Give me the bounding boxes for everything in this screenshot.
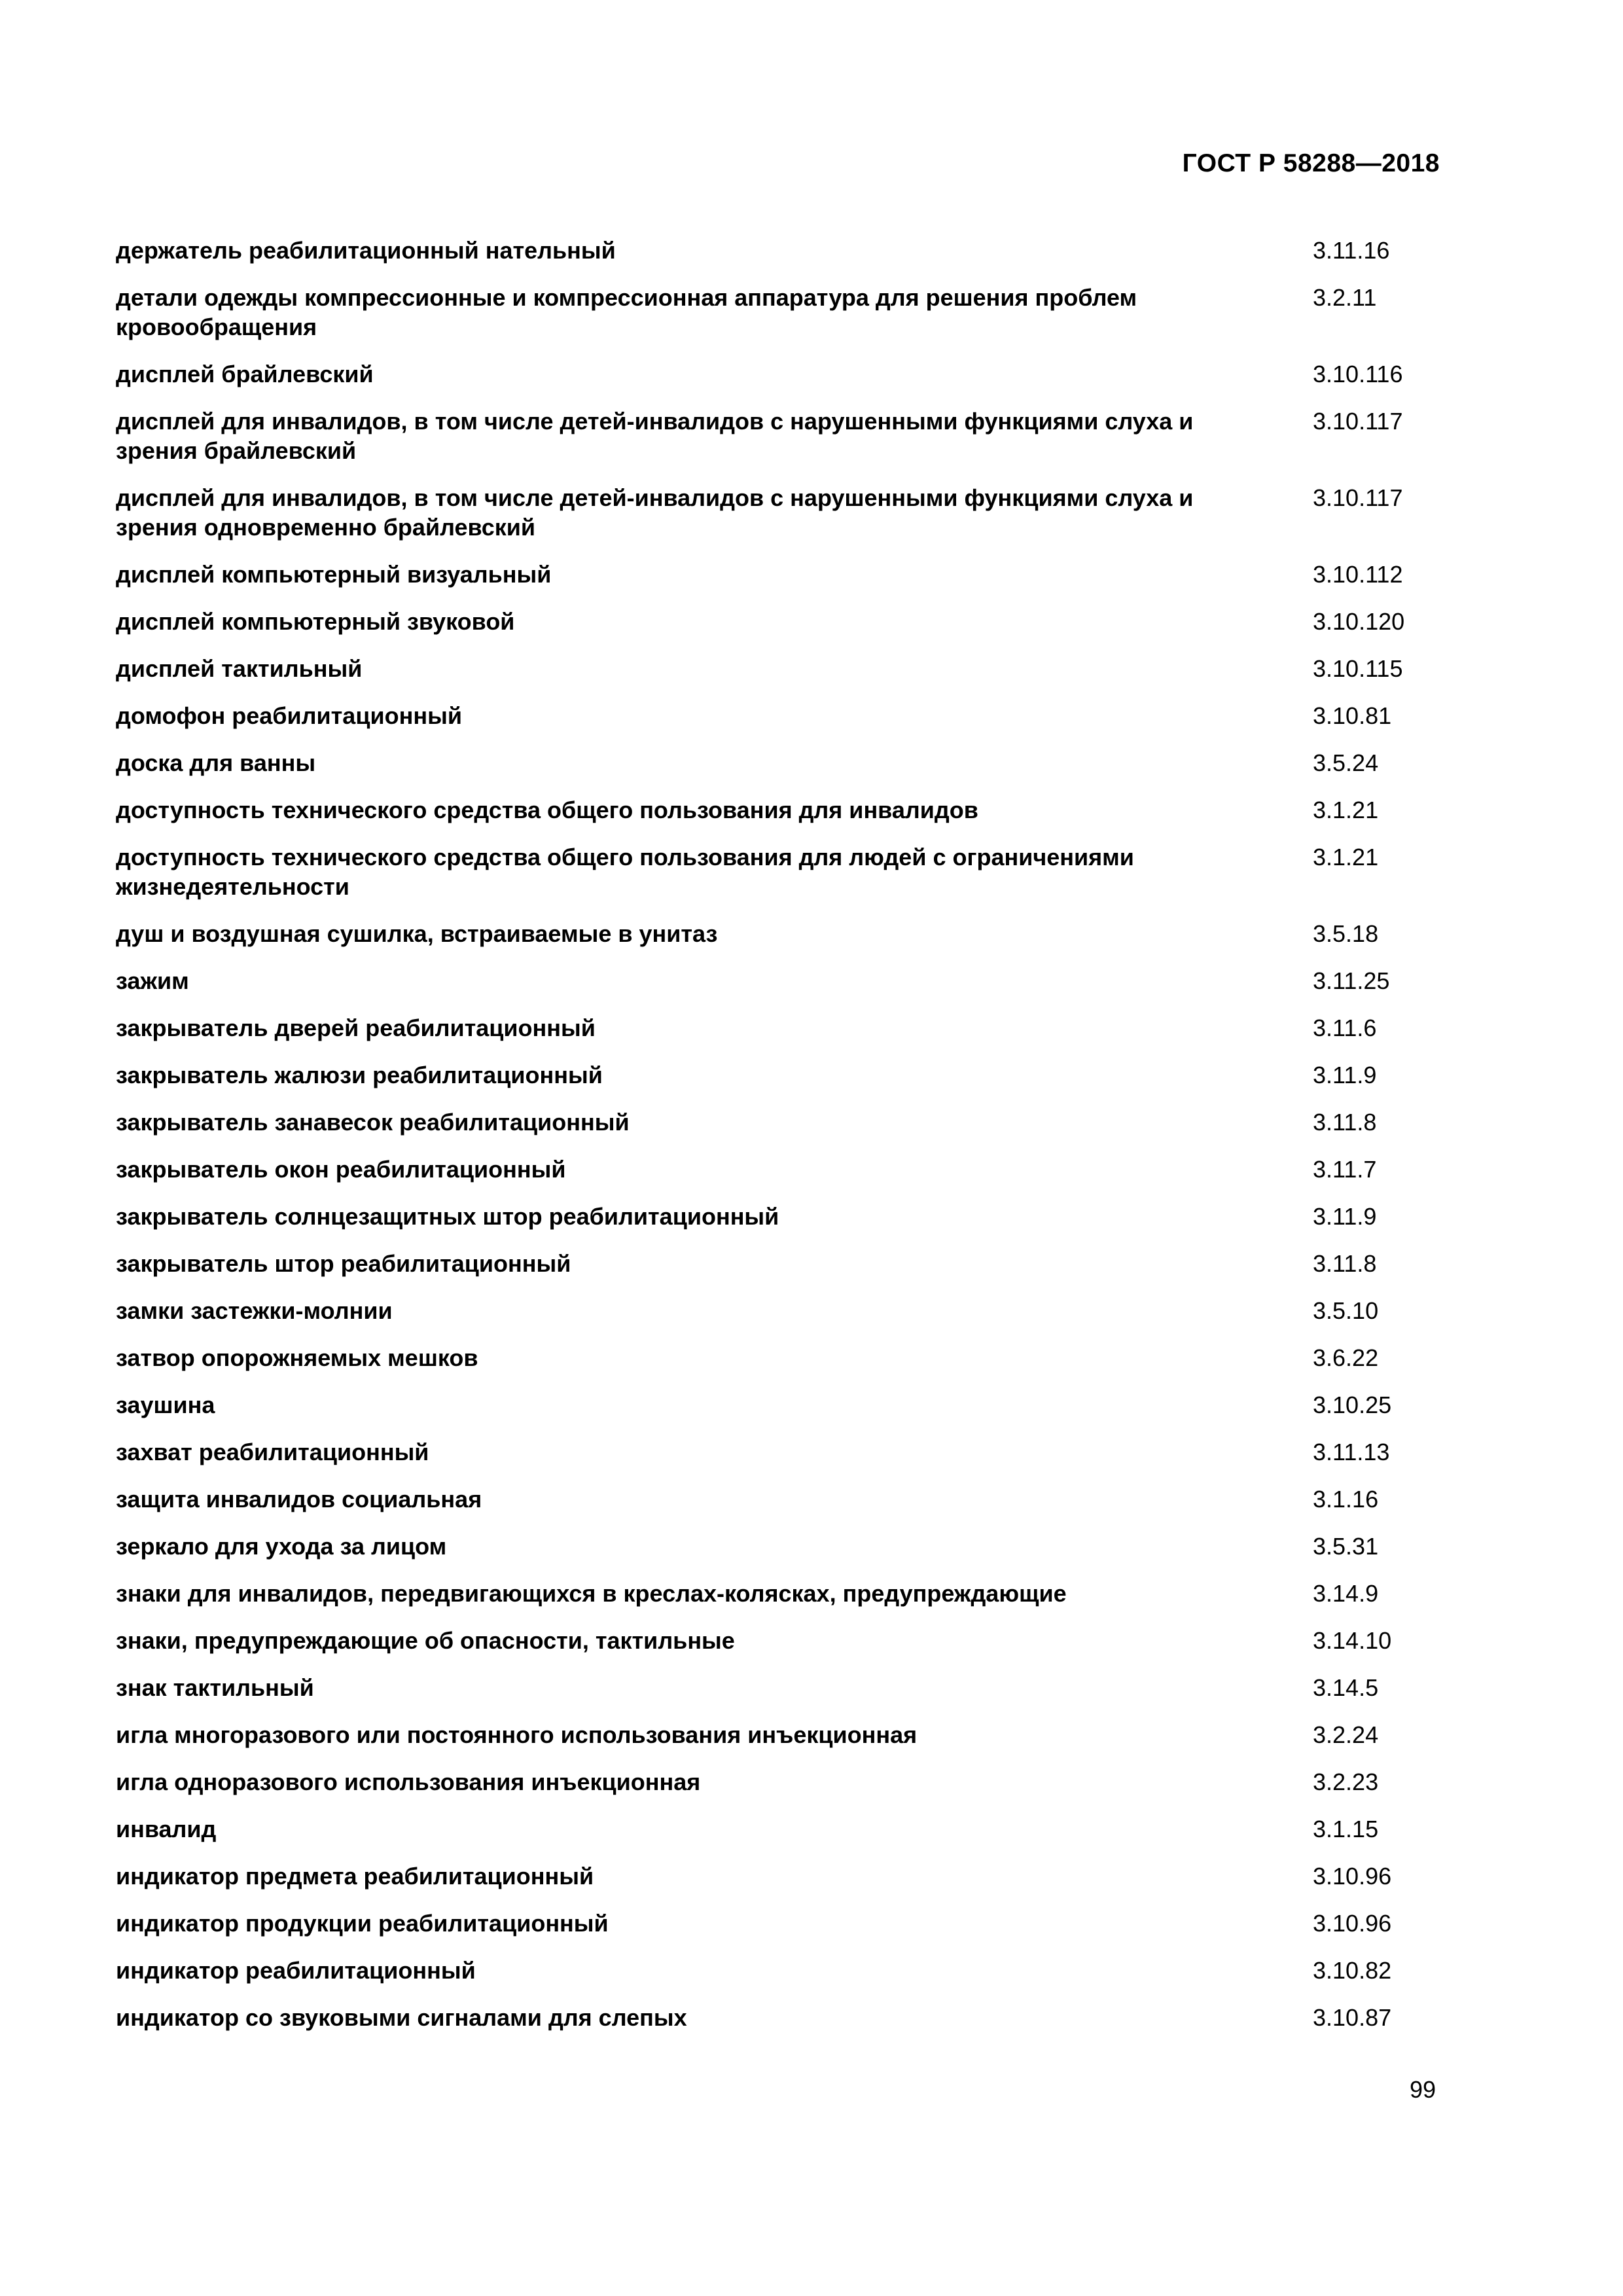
index-term: закрыватель занавесок реабилитационный (116, 1109, 630, 1136)
index-term: детали одежды компрессионные и компрессионная аппаратура для решения проблем кровообращения (116, 284, 1137, 340)
index-term: индикатор предмета реабилитационный (116, 1863, 594, 1890)
index-reference: 3.10.112 (1313, 561, 1403, 588)
index-reference: 3.11.8 (1313, 1109, 1377, 1136)
index-entry (116, 1956, 1451, 1985)
index-reference: 3.2.24 (1313, 1721, 1379, 1748)
index-entry (116, 1249, 1451, 1278)
index-term: инвалид (116, 1816, 217, 1842)
index-reference: 3.10.96 (1313, 1910, 1392, 1937)
index-term: игла одноразового использования инъекционная (116, 1768, 701, 1795)
index-entry (116, 359, 1451, 389)
index-entry (116, 1390, 1451, 1420)
index-entry (116, 2003, 1451, 2032)
index-entry (116, 1484, 1451, 1514)
index-term: доступность технического средства общего пользования для инвалидов (116, 797, 978, 823)
index-term: дисплей для инвалидов, в том числе детей-инвалидов с нарушенными функциями слуха и зрения брайлевский (116, 408, 1194, 464)
index-term: душ и воздушная сушилка, встраиваемые в унитаз (116, 920, 718, 947)
index-entry (116, 1296, 1451, 1325)
index-entry (116, 1626, 1451, 1655)
index-term: индикатор реабилитационный (116, 1957, 476, 1984)
index-term: знаки для инвалидов, передвигающихся в креслах-колясках, предупреждающие (116, 1580, 1067, 1607)
index-entry (116, 1673, 1451, 1702)
index-term: защита инвалидов социальная (116, 1486, 482, 1513)
index-reference: 3.10.87 (1313, 2004, 1392, 2031)
index-reference: 3.10.116 (1313, 361, 1403, 387)
index-reference: 3.6.22 (1313, 1344, 1379, 1371)
index-reference: 3.10.120 (1313, 608, 1405, 635)
index-reference: 3.10.81 (1313, 702, 1392, 729)
index-entry (116, 654, 1451, 683)
index-term: индикатор со звуковыми сигналами для слепых (116, 2004, 687, 2031)
index-term: дисплей брайлевский (116, 361, 374, 387)
index-reference: 3.11.16 (1313, 237, 1390, 264)
index-reference: 3.1.15 (1313, 1816, 1379, 1842)
index-entry (116, 283, 1451, 342)
index-term: индикатор продукции реабилитационный (116, 1910, 609, 1937)
index-reference: 3.5.18 (1313, 920, 1379, 947)
index-reference: 3.2.23 (1313, 1768, 1379, 1795)
index-term: зеркало для ухода за лицом (116, 1533, 447, 1560)
index-reference: 3.10.117 (1313, 484, 1403, 511)
index-entry (116, 1155, 1451, 1184)
index-term: доступность технического средства общего пользования для людей с ограничениями жизнедеятельности (116, 844, 1134, 900)
index-entry (116, 236, 1451, 265)
index-reference: 3.10.82 (1313, 1957, 1392, 1984)
index-reference: 3.1.16 (1313, 1486, 1379, 1513)
index-entry (116, 1343, 1451, 1372)
index-term: закрыватель штор реабилитационный (116, 1250, 571, 1277)
index-reference: 3.10.117 (1313, 408, 1403, 435)
index-reference: 3.11.9 (1313, 1062, 1377, 1088)
index-reference: 3.14.5 (1313, 1674, 1379, 1701)
index-reference: 3.11.7 (1313, 1156, 1377, 1183)
index-entry (116, 483, 1451, 542)
index-term: закрыватель жалюзи реабилитационный (116, 1062, 603, 1088)
index-term: дисплей тактильный (116, 655, 363, 682)
index-entry (116, 795, 1451, 825)
index-term: домофон реабилитационный (116, 702, 462, 729)
index-entry (116, 842, 1451, 901)
index-term: заушина (116, 1391, 215, 1418)
index-term: игла многоразового или постоянного использования инъекционная (116, 1721, 918, 1748)
index-term: держатель реабилитационный нательный (116, 237, 616, 264)
index-reference: 3.1.21 (1313, 797, 1379, 823)
index-reference: 3.11.25 (1313, 967, 1390, 994)
index-entry (116, 966, 1451, 996)
index-term: дисплей для инвалидов, в том числе детей-инвалидов с нарушенными функциями слуха и зрения одновременно брайлевский (116, 484, 1194, 541)
index-term: зажим (116, 967, 189, 994)
index-reference: 3.5.24 (1313, 749, 1379, 776)
index-term: замки застежки-молнии (116, 1297, 393, 1324)
index-reference: 3.10.25 (1313, 1391, 1392, 1418)
index-term: доска для ванны (116, 749, 316, 776)
index-reference: 3.1.21 (1313, 844, 1379, 870)
index-term: захват реабилитационный (116, 1439, 429, 1465)
document-header: ГОСТ Р 58288—2018 (1182, 149, 1440, 177)
index-entry (116, 406, 1451, 465)
index-reference: 3.11.13 (1313, 1439, 1390, 1465)
index-entry (116, 1720, 1451, 1749)
index-term: закрыватель окон реабилитационный (116, 1156, 566, 1183)
index-entry (116, 1202, 1451, 1231)
index-reference: 3.10.115 (1313, 655, 1403, 682)
index-entry (116, 1579, 1451, 1608)
index-term: затвор опорожняемых мешков (116, 1344, 478, 1371)
index-reference: 3.14.10 (1313, 1627, 1392, 1654)
index-reference: 3.10.96 (1313, 1863, 1392, 1890)
index-entry (116, 1767, 1451, 1797)
index-reference: 3.11.9 (1313, 1203, 1377, 1230)
index-reference: 3.11.6 (1313, 1014, 1377, 1041)
index-reference: 3.5.10 (1313, 1297, 1379, 1324)
index-entry (116, 560, 1451, 589)
index-term: знак тактильный (116, 1674, 314, 1701)
index-list (116, 236, 1451, 2050)
index-entry (116, 1861, 1451, 1891)
index-entry (116, 1437, 1451, 1467)
index-entry (116, 1060, 1451, 1090)
index-reference: 3.14.9 (1313, 1580, 1379, 1607)
index-entry (116, 607, 1451, 636)
index-term: закрыватель солнцезащитных штор реабилитационный (116, 1203, 779, 1230)
index-entry (116, 919, 1451, 948)
index-entry (116, 701, 1451, 730)
index-entry (116, 1107, 1451, 1137)
index-reference: 3.11.8 (1313, 1250, 1377, 1277)
index-term: дисплей компьютерный визуальный (116, 561, 552, 588)
index-term: знаки, предупреждающие об опасности, тактильные (116, 1627, 735, 1654)
index-entry (116, 1909, 1451, 1938)
index-reference: 3.2.11 (1313, 284, 1377, 311)
page-number: 99 (1409, 2076, 1436, 2103)
index-entry (116, 1013, 1451, 1043)
index-reference: 3.5.31 (1313, 1533, 1379, 1560)
index-entry (116, 1532, 1451, 1561)
index-entry (116, 1814, 1451, 1844)
index-term: дисплей компьютерный звуковой (116, 608, 515, 635)
index-entry (116, 748, 1451, 778)
index-term: закрыватель дверей реабилитационный (116, 1014, 596, 1041)
